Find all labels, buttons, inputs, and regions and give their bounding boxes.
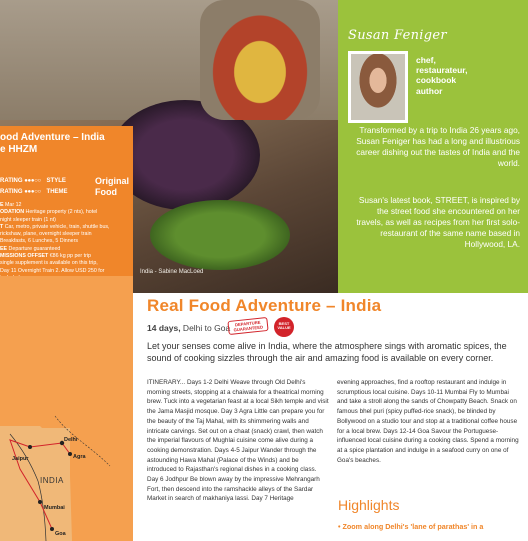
- style-value: Original: [95, 176, 130, 186]
- style-label: STYLE: [46, 178, 66, 184]
- detail-line: EE Departure guaranteed: [0, 245, 61, 252]
- map-label-jaipur: Jaipur: [12, 456, 29, 462]
- profile-bio-1: Transformed by a trip to India 26 years ago, Susan Feniger has had a long and illustrious career dishing out the tastes of India and the world.: [356, 125, 520, 168]
- theme-value: Food: [95, 187, 117, 197]
- photo-credit: India - Sabine MacLoed: [140, 269, 204, 275]
- detail-line: E Mar 12: [0, 202, 22, 208]
- city-dot-jaipur: [28, 445, 32, 449]
- rating-dots: ●●●○○: [24, 178, 41, 184]
- detail-line: rickshaw, plane, overnight sleeper train: [0, 231, 92, 238]
- route-map-svg: [0, 276, 133, 541]
- theme-label: THEME: [46, 189, 68, 195]
- portrait-image: [351, 54, 405, 120]
- detail-line: MISSIONS OFFSET €86 kg pp per trip: [0, 253, 91, 260]
- detail-line: single supplement is available on this trip,: [0, 260, 98, 267]
- map-label-goa: Goa: [55, 531, 66, 537]
- photo-vendor-figure: [200, 0, 320, 120]
- itinerary-column-2: evening approaches, find a rooftop restaurant and indulge in scrumptious local cuisine. Days 10-11 Mumbai Fly to Mumbai and take a stroll along the sands of Chowpatty Beach. Snack on famous bhel puri (spicy puffed-rice snack), be blinded by Bollywood on a studio tour and stop at a traditional coffee house for a local brew. Days 12-14 Goa Savour the Portuguese-influenced local cuisine during a cooking class. Spend a morning at a spice plantation and indulge in a seafood curry on one of Goa's beaches.: [337, 379, 519, 464]
- best-value-badge: BEST VALUE: [274, 317, 294, 337]
- profile-role: [416, 55, 516, 96]
- sidebar-title: [0, 126, 133, 155]
- detail-line: Breakfasts, 6 Lunches, 5 Dinners: [0, 238, 79, 245]
- rating-row-style: [0, 176, 130, 186]
- detail-line: T Car, metro, private vehicle, train, shuttle bus,: [0, 223, 110, 230]
- itinerary-column-1: ITINERARY... Days 1-2 Delhi Weave through Old Delhi's morning streets, stopping at a chaiwala for a theatrical morning brew. Tuck into a vegetarian feast at a local Sikh temple and visit the Jama Masjid mosque. Day 3 Agra Little can prepare you for the beauty of the Taj Mahal, with its shimmering walls and intricate carvings. Set out on a chaat (snack) crawl, then watch the imperial flavours of Mughlai cuisine come alive during a cooking demonstration. Days 4-5 Jaipur Wander through the astounding Hawa Mahal (Palace of the Winds) and be introduced to Rajasthan's regional dishes in a cooking class. Day 6 Jodhpur Be blown away by the impressive Mehrangarh Fort, then descend into the ramshackle alleys of the Sardar Market in search of makhaniya lassi. Day 7 Heritage: [147, 379, 329, 503]
- map-label-agra: Agra: [73, 454, 86, 460]
- rating-label: RATING: [0, 178, 23, 184]
- city-dot-agra: [68, 452, 72, 456]
- profile-panel: [338, 0, 528, 293]
- rating-label: RATING: [0, 189, 23, 195]
- page-title: Real Food Adventure – India: [147, 296, 382, 315]
- sidebar-title-line: e HHZM: [0, 143, 38, 155]
- rating-dots: ●●●○○: [24, 189, 41, 195]
- highlights-title: Highlights: [338, 497, 400, 513]
- highlight-item: • Zoom along Delhi's 'lane of parathas' in a: [338, 522, 484, 531]
- trip-subtitle: [147, 323, 230, 333]
- map-label-india: INDIA: [40, 476, 64, 485]
- role-line: author: [416, 85, 443, 96]
- detail-line: ODATION Heritage property (2 nts), hotel: [0, 209, 98, 216]
- trip-route: Delhi to Goa: [180, 323, 231, 333]
- role-line: chef,: [416, 55, 436, 65]
- trip-intro: Let your senses come alive in India, where the atmosphere sings with aromatic spices, the sound of cooking sizzles through the air and amazing food is available on every corner.: [147, 341, 507, 364]
- profile-portrait: [348, 51, 408, 123]
- map-label-mumbai: Mumbai: [44, 505, 65, 511]
- rating-row-theme: [0, 187, 117, 197]
- role-line: restaurateur,: [416, 65, 468, 76]
- trip-duration: 14 days,: [147, 323, 181, 333]
- detail-line: Day 11 Overnight Train 2. Allow USD 250 for: [0, 267, 105, 274]
- sidebar-title-line: ood Adventure – India: [0, 132, 105, 143]
- profile-bio-2: Susan's latest book, STREET, is inspired by the street food she encountered on her travels, as well as recipes from her first solo-restaurant of the same name based in Hollywood, LA.: [356, 195, 520, 249]
- role-line: cookbook: [416, 75, 457, 86]
- city-dot-goa: [50, 527, 54, 531]
- route-map: [0, 276, 133, 541]
- city-dot-mumbai: [38, 500, 42, 504]
- photo-green-chilies: [150, 200, 290, 270]
- map-label-delhi: Delhi: [64, 437, 78, 443]
- detail-line: night sleeper train (1 nt): [0, 216, 56, 223]
- profile-name: Susan Feniger: [348, 28, 447, 43]
- departure-guaranteed-badge: DEPARTURE GUARANTEED: [227, 317, 268, 335]
